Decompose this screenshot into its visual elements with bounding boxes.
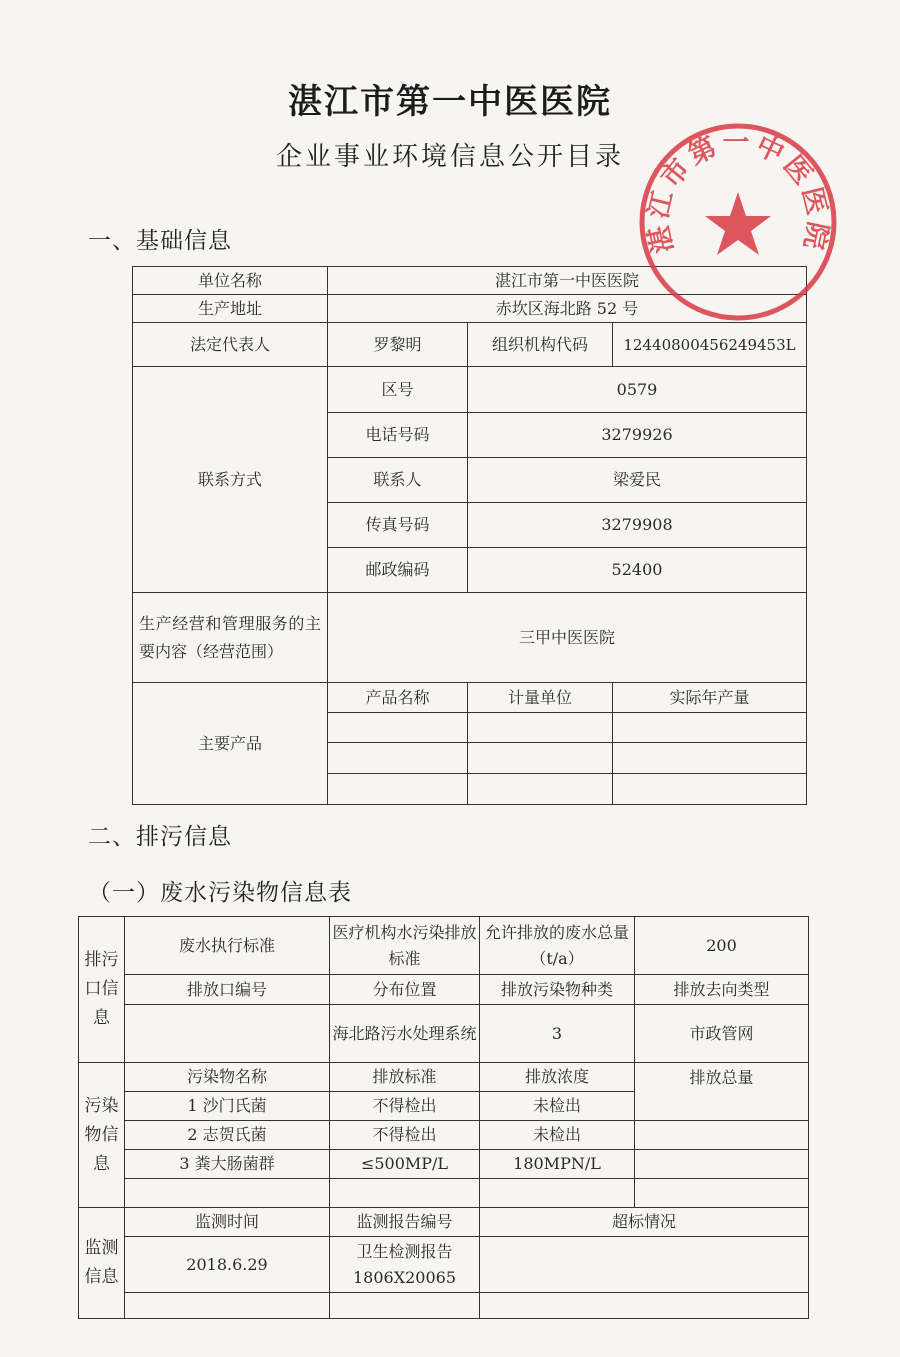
basic-info-table — [132, 266, 807, 805]
postal: 52400 — [468, 548, 807, 593]
products-header-output: 实际年产量 — [613, 683, 807, 713]
phone-label: 电话号码 — [328, 413, 468, 458]
legal-rep: 罗黎明 — [328, 323, 468, 367]
pollutant-row-3-concentration: 180MPN/L — [480, 1150, 635, 1179]
monitor-header-report: 监测报告编号 — [330, 1208, 480, 1237]
area-code-label: 区号 — [328, 367, 468, 413]
pollutant-header-name: 污染物名称 — [125, 1063, 330, 1092]
fax: 3279908 — [468, 503, 807, 548]
empty-cell — [328, 774, 468, 805]
section1-heading: 一、基础信息 — [88, 228, 232, 254]
outlet-destination: 市政管网 — [635, 1005, 809, 1063]
empty-cell — [468, 713, 613, 743]
contact-person-label: 联系人 — [328, 458, 468, 503]
outlet-header-type: 排放污染物种类 — [480, 975, 635, 1005]
monitor-header-exceed: 超标情况 — [480, 1208, 809, 1237]
org-code: 12440800456249453L — [613, 323, 807, 367]
pollutant-row-1-standard: 不得检出 — [330, 1092, 480, 1121]
address-label: 生产地址 — [133, 295, 328, 323]
pollutant-row-2-concentration: 未检出 — [480, 1121, 635, 1150]
address: 赤坎区海北路 52 号 — [328, 295, 807, 323]
pollutant-label: 污染物信息 — [79, 1063, 125, 1208]
outlet-label: 排污口信息 — [79, 917, 125, 1063]
section2-heading: 二、排污信息 — [88, 824, 232, 850]
monitor-report: 卫生检测报告1806X20065 — [330, 1237, 480, 1293]
section2-subheading: （一）废水污染物信息表 — [88, 880, 352, 906]
pollutant-row-1-name: 1 沙门氏菌 — [125, 1092, 330, 1121]
area-code: 0579 — [468, 367, 807, 413]
empty-cell — [330, 1293, 480, 1319]
pollutant-row-1-concentration: 未检出 — [480, 1092, 635, 1121]
pollutant-row-3-name: 3 粪大肠菌群 — [125, 1150, 330, 1179]
pollutant-row-3-standard: ≤500MP/L — [330, 1150, 480, 1179]
official-seal — [636, 120, 840, 324]
empty-cell — [635, 1179, 809, 1208]
org-code-label: 组织机构代码 — [468, 323, 613, 367]
empty-cell — [125, 1179, 330, 1208]
empty-cell — [328, 743, 468, 774]
products-header-name: 产品名称 — [328, 683, 468, 713]
business-label: 生产经营和管理服务的主要内容（经营范围） — [133, 593, 328, 683]
standard-label: 废水执行标准 — [125, 917, 330, 975]
pollutant-header-total: 排放总量 — [635, 1063, 809, 1121]
pollutant-row-2-name: 2 志贺氏菌 — [125, 1121, 330, 1150]
monitor-label: 监测信息 — [79, 1208, 125, 1319]
document-subtitle: 企业事业环境信息公开目录 — [275, 142, 624, 172]
monitor-time: 2018.6.29 — [125, 1237, 330, 1293]
phone: 3279926 — [468, 413, 807, 458]
products-label: 主要产品 — [133, 683, 328, 805]
empty-cell — [480, 1179, 635, 1208]
outlet-location: 海北路污水处理系统 — [330, 1005, 480, 1063]
empty-cell — [468, 774, 613, 805]
products-header-unit: 计量单位 — [468, 683, 613, 713]
pollutant-row-2-standard: 不得检出 — [330, 1121, 480, 1150]
empty-cell — [613, 713, 807, 743]
outlet-header-location: 分布位置 — [330, 975, 480, 1005]
wastewater-table — [78, 916, 809, 1319]
empty-cell — [468, 743, 613, 774]
empty-cell — [125, 1293, 330, 1319]
pollutant-row-3-total — [635, 1150, 809, 1179]
empty-cell — [480, 1293, 809, 1319]
pollutant-header-concentration: 排放浓度 — [480, 1063, 635, 1092]
postal-label: 邮政编码 — [328, 548, 468, 593]
document-title: 湛江市第一中医医院 — [288, 82, 612, 122]
outlet-header-id: 排放口编号 — [125, 975, 330, 1005]
seal-text-path: 湛江市第一中医医院 — [642, 127, 834, 256]
unit-name: 湛江市第一中医医院 — [328, 267, 807, 295]
outlet-header-destination: 排放去向类型 — [635, 975, 809, 1005]
legal-rep-label: 法定代表人 — [133, 323, 328, 367]
outlet-id — [125, 1005, 330, 1063]
pollutant-header-standard: 排放标准 — [330, 1063, 480, 1092]
allowed-value: 200 — [635, 917, 809, 975]
contact-person: 梁爱民 — [468, 458, 807, 503]
outlet-type: 3 — [480, 1005, 635, 1063]
monitor-header-time: 监测时间 — [125, 1208, 330, 1237]
unit-name-label: 单位名称 — [133, 267, 328, 295]
empty-cell — [330, 1179, 480, 1208]
empty-cell — [613, 774, 807, 805]
empty-cell — [613, 743, 807, 774]
pollutant-row-2-total — [635, 1121, 809, 1150]
standard-value: 医疗机构水污染排放标准 — [330, 917, 480, 975]
fax-label: 传真号码 — [328, 503, 468, 548]
allowed-label: 允许排放的废水总量（t/a） — [480, 917, 635, 975]
empty-cell — [328, 713, 468, 743]
seal-star-icon — [705, 192, 771, 255]
contact-label: 联系方式 — [133, 367, 328, 593]
monitor-exceed — [480, 1237, 809, 1293]
business-content: 三甲中医医院 — [328, 593, 807, 683]
